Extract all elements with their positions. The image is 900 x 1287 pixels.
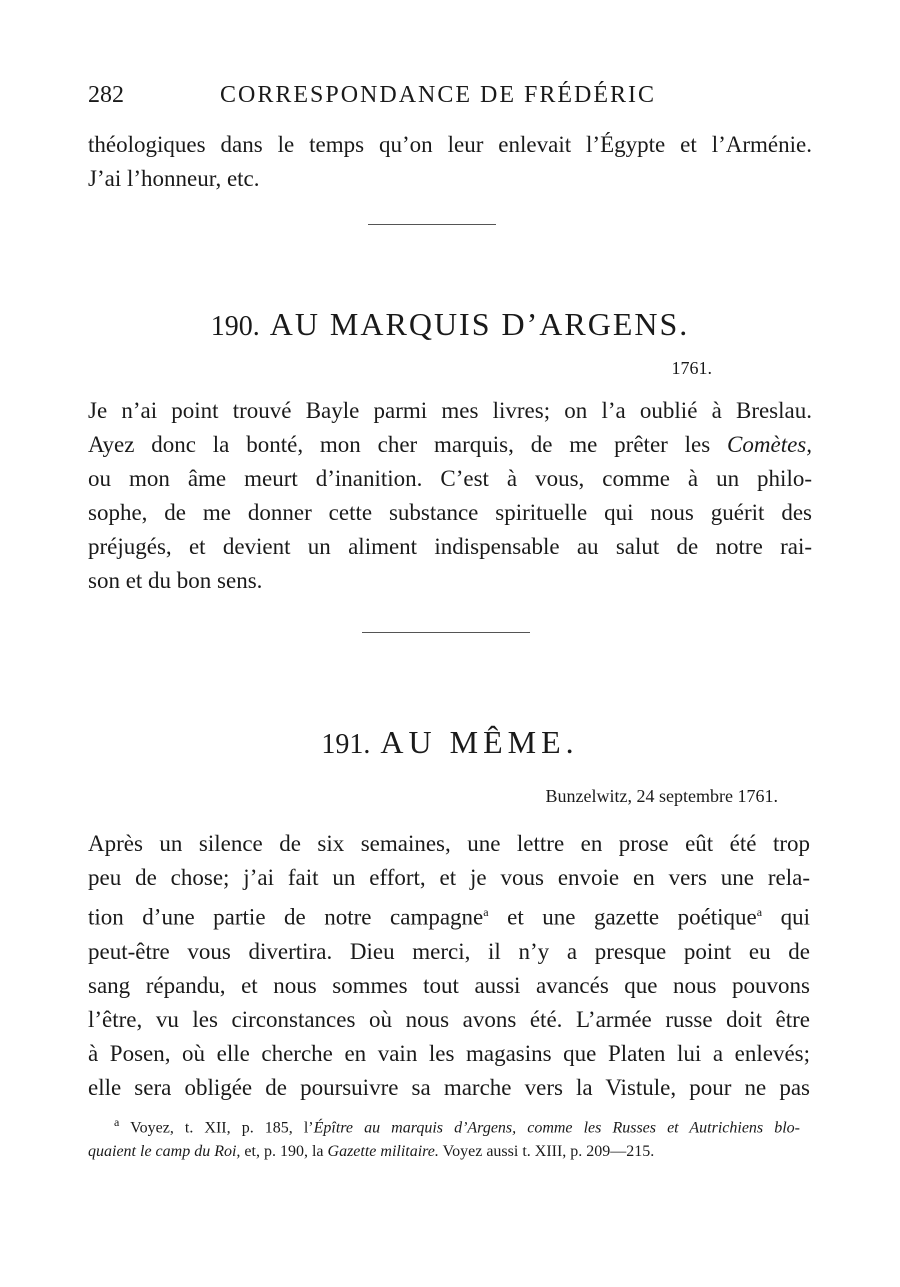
text-line xyxy=(88,895,810,935)
text-line: ou mon âme meurt d’inanition. C’est à vous, comme à un philo- xyxy=(88,466,812,491)
italic-segment: Épître au marquis d’Argens, comme les Russes et Autrichiens blo- xyxy=(313,1119,801,1137)
text-line: l’être, vu les circonstances où nous avons été. L’armée russe doit être xyxy=(88,1006,810,1032)
text-segment: qui xyxy=(762,904,810,930)
footnote xyxy=(88,1110,800,1164)
footnote-line xyxy=(88,1110,800,1140)
text-segment: et, p. 190, la xyxy=(240,1143,328,1161)
page-number: 282 xyxy=(88,82,124,108)
footnote-marker: a xyxy=(483,905,489,919)
text-line: théologiques dans le temps qu’on leur enlevait l’Égypte et l’Arménie. xyxy=(88,132,812,157)
letter-title: AU MÊME. xyxy=(380,724,579,760)
footnote-mark: a xyxy=(114,1115,120,1129)
text-line: sang répandu, et nous sommes tout aussi avancés que nous pouvons xyxy=(88,972,810,998)
footnote-line xyxy=(88,1140,800,1164)
italic-title: Comètes, xyxy=(727,432,812,457)
letter-190-date: 1761. xyxy=(671,358,712,378)
text-line: préjugés, et devient un aliment indispensable au salut de notre rai- xyxy=(88,534,812,559)
text-line: peut-être vous divertira. Dieu merci, il n’y a presque point eu de xyxy=(88,938,810,964)
text-line: elle sera obligée de poursuivre sa marche vers la Vistule, pour ne pas xyxy=(88,1074,810,1100)
letter-191-heading xyxy=(0,724,900,761)
text-line: Je n’ai point trouvé Bayle parmi mes livres; on l’a oublié à Breslau. xyxy=(88,398,812,423)
text-segment: tion d’une partie de notre campagne xyxy=(88,904,484,930)
letter-191-date: Bunzelwitz, 24 septembre 1761. xyxy=(545,786,778,806)
letter-number: 191. xyxy=(321,729,371,760)
italic-segment: quaient le camp du Roi, xyxy=(88,1143,241,1161)
text-line xyxy=(88,428,812,462)
text-line: Après un silence de six semaines, une lettre en prose eût été trop xyxy=(88,831,810,856)
text-line: peu de chose; j’ai fait un effort, et je vous envoie en vers une rela- xyxy=(88,865,810,890)
text-segment: Voyez, t. XII, p. 185, l’ xyxy=(130,1119,314,1137)
running-title: CORRESPONDANCE DE FRÉDÉRIC xyxy=(220,82,657,108)
italic-segment: Gazette militaire. xyxy=(327,1143,439,1161)
text-segment: Voyez aussi t. XIII, p. 209—215. xyxy=(438,1143,655,1161)
text-line: sophe, de me donner cette substance spirituelle qui nous guérit des xyxy=(88,500,812,525)
footnote-marker: a xyxy=(756,905,763,919)
letter-190-heading xyxy=(0,306,900,343)
letter-190-body xyxy=(88,394,812,598)
letter-191-body xyxy=(88,827,810,1105)
text-line: à Posen, où elle cherche en vain les magasins que Platen lui a enlevés; xyxy=(88,1040,810,1066)
text-line: J’ai l’honneur, etc. xyxy=(88,166,260,191)
text-line: son et du bon sens. xyxy=(88,568,263,593)
letter-title: AU MARQUIS D’ARGENS. xyxy=(269,306,690,342)
section-divider xyxy=(368,224,496,225)
letter-number: 190. xyxy=(210,311,260,342)
continuation-paragraph xyxy=(88,128,812,196)
text-segment: et une gazette poétique xyxy=(488,904,757,930)
text-segment: Ayez donc la bonté, mon cher marquis, de me prêter les xyxy=(88,432,728,457)
section-divider xyxy=(362,632,530,633)
